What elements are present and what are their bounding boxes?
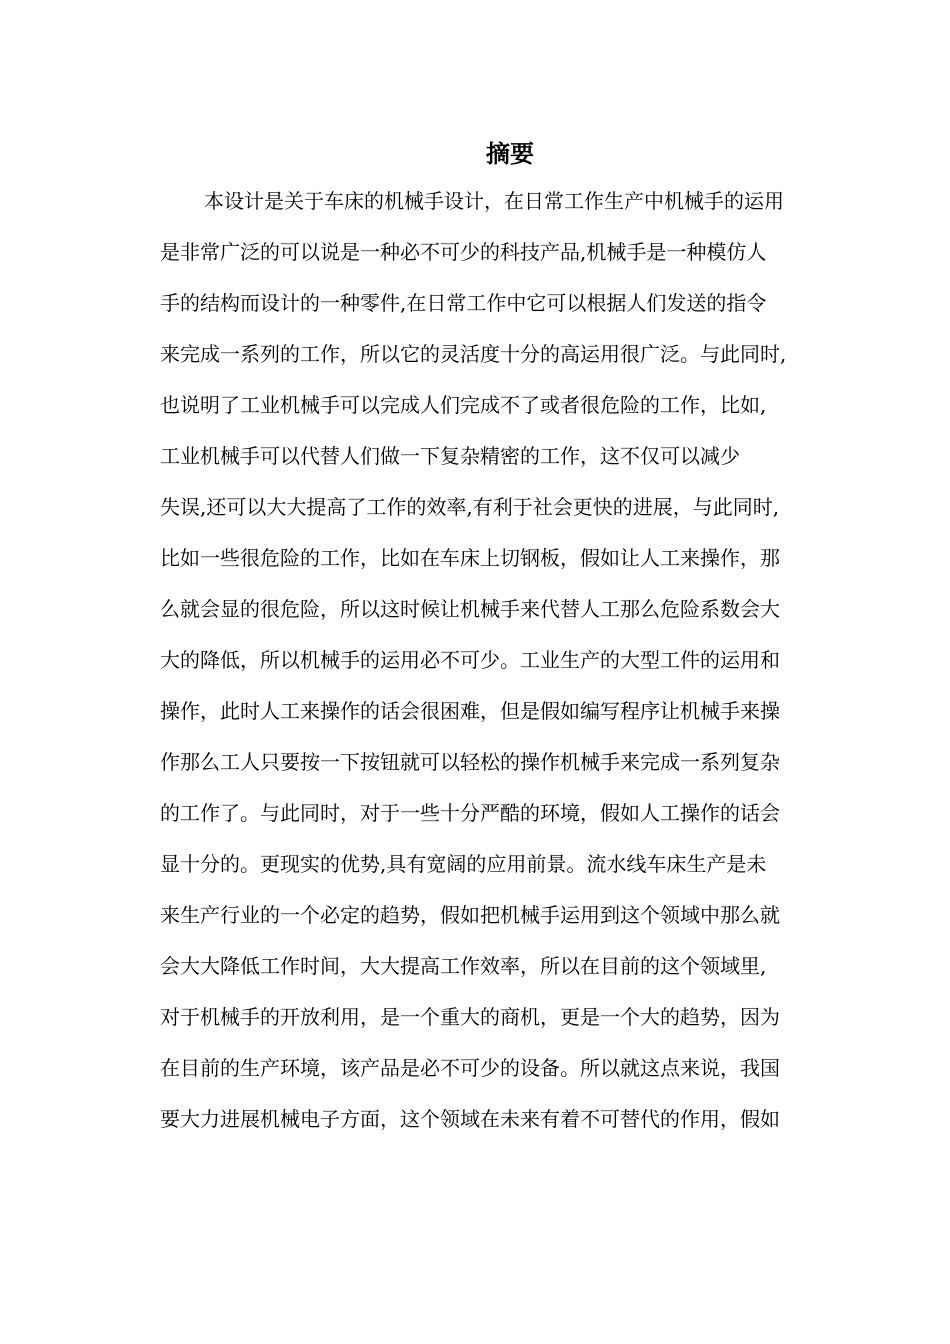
paragraph-line: 大的降低，所以机械手的运用必不可少。工业生产的大型工件的运用和 <box>160 648 780 672</box>
paragraph-line: 在目前的生产环境，该产品是必不可少的设备。所以就这点来说，我国 <box>160 1056 780 1080</box>
paragraph-line: 显十分的。更现实的优势,具有宽阔的应用前景。流水线车床生产是未 <box>160 852 767 876</box>
paragraph-line: 工业机械手可以代替人们做一下复杂精密的工作，这不仅可以减少 <box>160 444 740 468</box>
paragraph-line: 操作，此时人工来操作的话会很困难，但是假如编写程序让机械手来操 <box>160 699 780 723</box>
page-title: 摘要 <box>486 140 534 168</box>
paragraph-line: 的工作了。与此同时，对于一些十分严酷的环境，假如人工操作的话会 <box>160 801 780 825</box>
paragraph-line: 会大大降低工作时间，大大提高工作效率，所以在目前的这个领域里, <box>160 954 767 978</box>
paragraph-line: 比如一些很危险的工作，比如在车床上切钢板，假如让人工来操作，那 <box>160 546 780 570</box>
paragraph-line: 本设计是关于车床的机械手设计，在日常工作生产中机械手的运用 <box>204 189 784 213</box>
paragraph-line: 作那么工人只要按一下按钮就可以轻松的操作机械手来完成一系列复杂 <box>160 750 780 774</box>
paragraph-line: 来完成一系列的工作，所以它的灵活度十分的高运用很广泛。与此同时, <box>160 342 787 366</box>
paragraph-line: 对于机械手的开放利用，是一个重大的商机，更是一个大的趋势，因为 <box>160 1005 780 1029</box>
abstract-body <box>160 184 860 1153</box>
paragraph-line: 来生产行业的一个必定的趋势，假如把机械手运用到这个领域中那么就 <box>160 903 780 927</box>
paragraph-line: 失误,还可以大大提高了工作的效率,有利于社会更快的进展，与此同时, <box>160 495 780 519</box>
paragraph-line: 要大力进展机械电子方面，这个领域在未来有着不可替代的作用，假如 <box>160 1107 780 1131</box>
paragraph-line: 是非常广泛的可以说是一种必不可少的科技产品,机械手是一种模仿人 <box>160 240 767 264</box>
paragraph-line: 么就会显的很危险，所以这时候让机械手来代替人工那么危险系数会大 <box>160 597 780 621</box>
paragraph-line: 也说明了工业机械手可以完成人们完成不了或者很危险的工作，比如, <box>160 393 767 417</box>
paragraph-line: 手的结构而设计的一种零件,在日常工作中它可以根据人们发送的指令 <box>160 291 767 315</box>
